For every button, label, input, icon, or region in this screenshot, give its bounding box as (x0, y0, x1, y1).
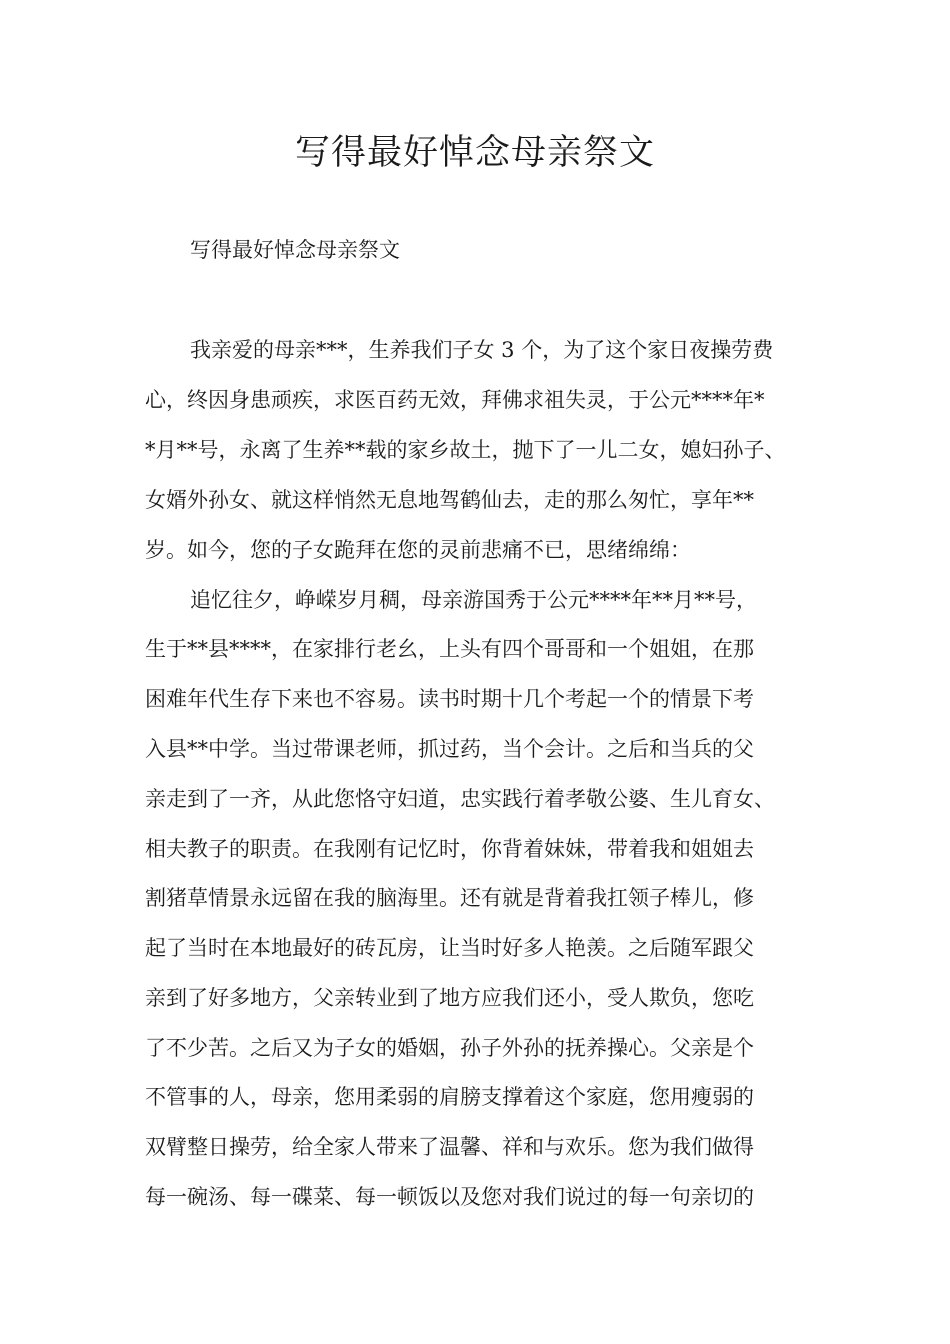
body-line: 起了当时在本地最好的砖瓦房，让当时好多人艳羡。之后随军跟父 (145, 936, 754, 960)
body-line: 了不少苦。之后又为子女的婚姻，孙子外孙的抚养操心。父亲是个 (145, 1036, 754, 1060)
body-line: 每一碗汤、每一碟菜、每一顿饭以及您对我们说过的每一句亲切的 (145, 1185, 754, 1209)
body-line: 心，终因身患顽疾，求医百药无效，拜佛求祖失灵，于公元****年* (145, 388, 765, 412)
body-line: 生于**县****，在家排行老幺，上头有四个哥哥和一个姐姐，在那 (145, 637, 754, 661)
body-line: 我亲爱的母亲***，生养我们子女 3 个，为了这个家日夜操劳费 (190, 338, 774, 362)
body-line: *月**号，永离了生养**载的家乡故土，抛下了一儿二女，媳妇孙子、 (145, 438, 786, 462)
document-title: 写得最好悼念母亲祭文 (294, 133, 655, 173)
body-line: 双臂整日操劳，给全家人带来了温馨、祥和与欢乐。您为我们做得 (145, 1135, 754, 1159)
body-line: 亲到了好多地方，父亲转业到了地方应我们还小，受人欺负，您吃 (145, 986, 754, 1010)
body-line: 相夫教子的职责。在我刚有记忆时，你背着妹妹，带着我和姐姐去 (145, 837, 754, 861)
body-line: 割猪草情景永远留在我的脑海里。还有就是背着我扛领子棒儿，修 (145, 886, 754, 910)
body-line: 困难年代生存下来也不容易。读书时期十几个考起一个的情景下考 (145, 687, 754, 711)
body-line: 女婿外孙女、就这样悄然无息地驾鹤仙去，走的那么匆忙，享年** (145, 488, 754, 512)
document-subtitle: 写得最好悼念母亲祭文 (190, 238, 400, 262)
body-line: 追忆往夕，峥嵘岁月稠，母亲游国秀于公元****年**月**号， (190, 588, 757, 612)
body-line: 亲走到了一齐，从此您恪守妇道，忠实践行着孝敬公婆、生儿育女、 (145, 787, 775, 811)
body-line: 入县**中学。当过带课老师，抓过药，当个会计。之后和当兵的父 (145, 737, 754, 761)
body-line: 不管事的人，母亲，您用柔弱的肩膀支撑着这个家庭，您用瘦弱的 (145, 1085, 754, 1109)
body-line: 岁。如今，您的子女跪拜在您的灵前悲痛不已，思绪绵绵： (145, 538, 691, 562)
